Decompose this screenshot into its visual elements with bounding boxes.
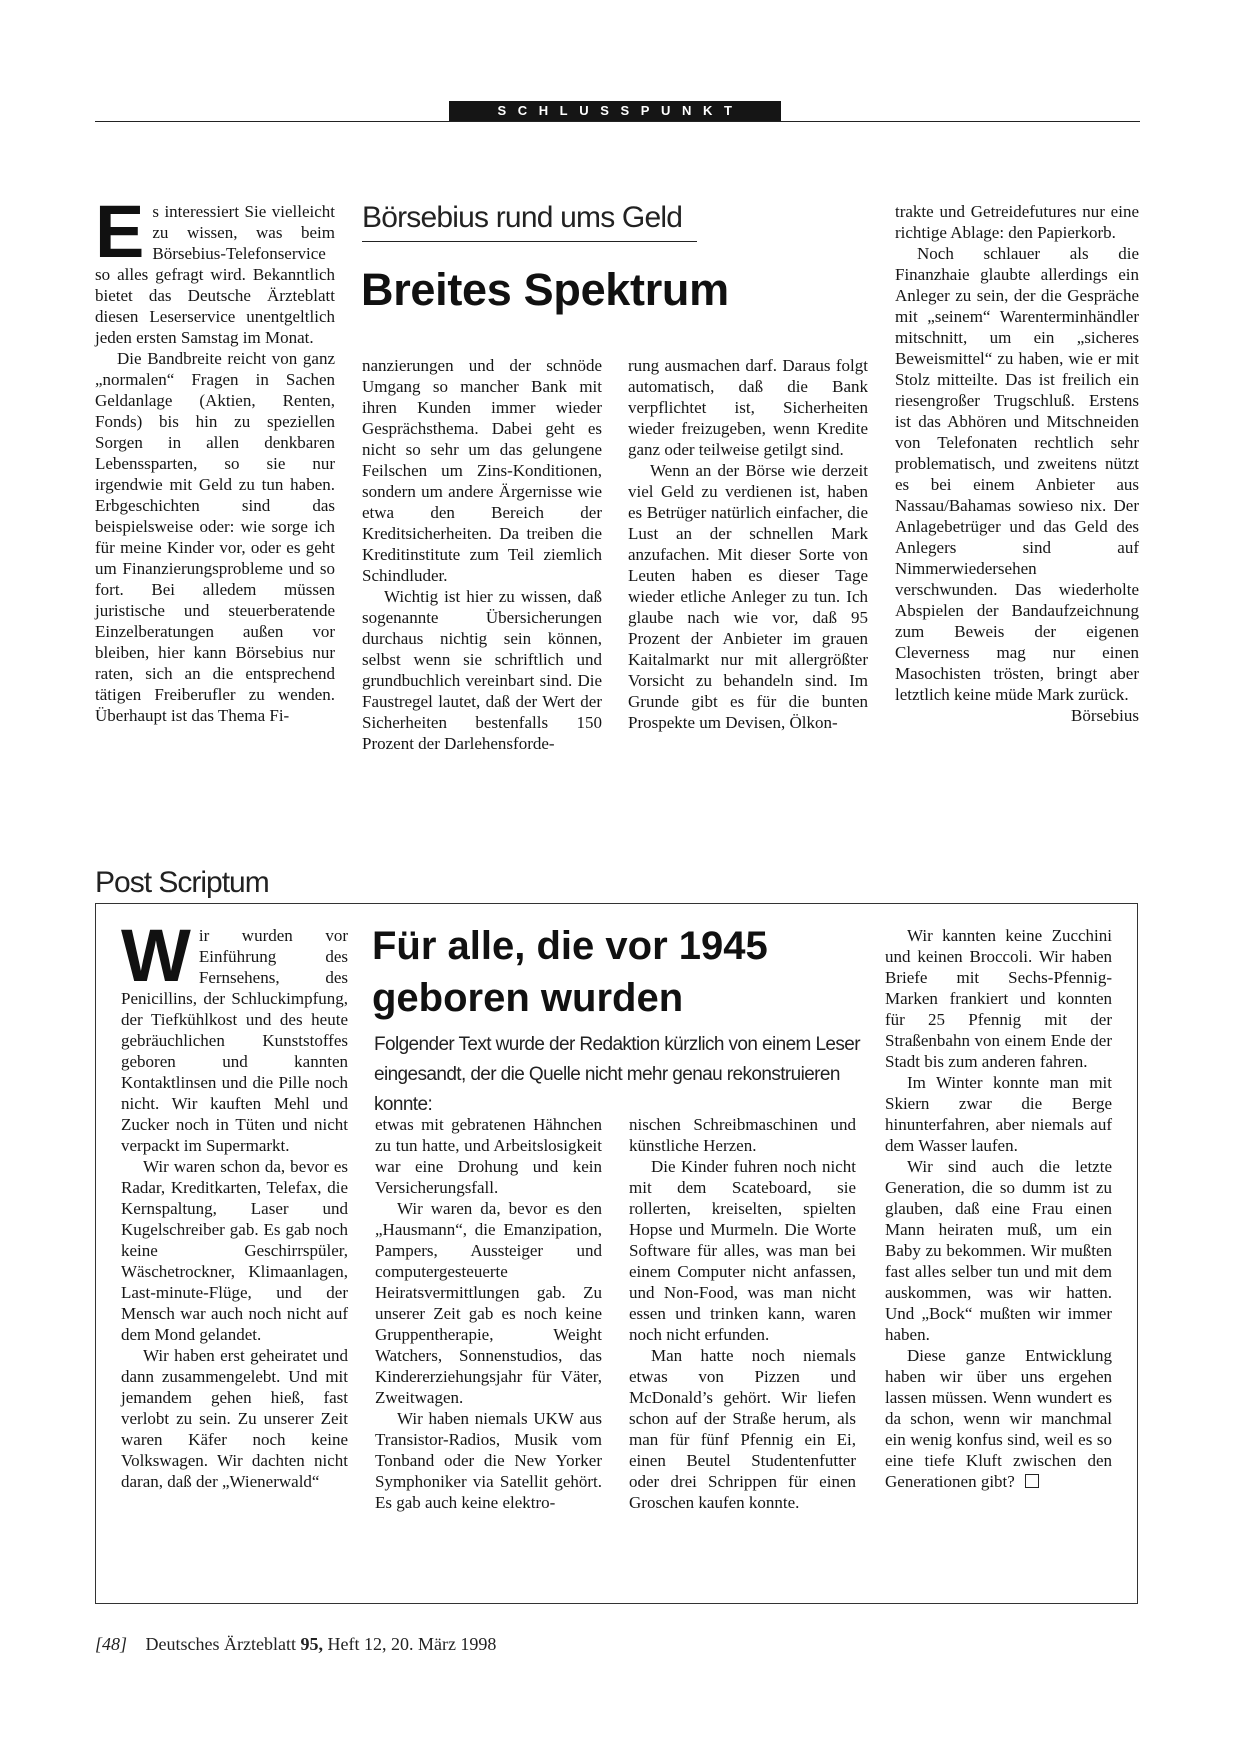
paragraph: etwas mit gebratenen Hähnchen zu tun hatte, und Arbeitslosigkeit war eine Drohung und kein Versicherungsfall. (375, 1115, 602, 1197)
section-label: SCHLUSSPUNKT (449, 101, 781, 121)
paragraph: Man hatte noch niemals etwas von Pizzen und McDonald’s gehört. Wir liefen schon auf der Straße herum, als man für fünf Pfennig ein Ei, einen Beutel Studentenfutter oder drei Schrippen für einen Groschen kaufen konnte. (629, 1346, 856, 1512)
drop-cap: E (95, 190, 145, 273)
paragraph: rung ausmachen darf. Daraus folgt automatisch, daß die Bank verpflichtet ist, Sicherheiten wieder freizugeben, wenn Kredite ganz oder teilweise getilgt sind. (628, 356, 868, 459)
page-number: [48] (95, 1634, 128, 1654)
paragraph: Wir haben niemals UKW aus Transistor-Radios, Musik vom Tonband oder die New Yorker Symphoniker via Satellit gehört. Es gab auch keine elektro- (375, 1409, 602, 1512)
article2-column-1 (121, 914, 348, 1492)
paragraph: Die Kinder fuhren noch nicht mit dem Scateboard, sie rollerten, kreiselten, spielten Hopse und Murmeln. Die Worte Software für alles, was man bei einem Computer nicht anfassen, und Non-Food, was man nicht essen und trinken kann, waren noch nicht erfunden. (629, 1157, 856, 1344)
article-title: Breites Spektrum (361, 264, 729, 315)
paragraph: Die Bandbreite reicht von ganz „normalen“ Fragen in Sachen Geldanlage (Aktien, Renten, Fonds) bis hin zu speziellen Sorgen in allen denkbaren Lebenssparten, so sie nur irgendwie mit Geld zu tun haben. Erbgeschichten sind das beispielsweise oder: wie sorge ich für meine Kinder vor, oder es geht um Finanzierungsprobleme und so fort. Bei alledem müssen juristische und steuerberatende Einzelberatungen außen vor bleiben, hier kann Börsebius nur raten, sich an die entsprechend tätigen Freiberufler zu wenden. Überhaupt ist das Thema Fi- (95, 349, 335, 725)
paragraph: Wenn an der Börse wie derzeit viel Geld zu verdienen ist, haben es Betrüger natürlich einfacher, die Lust an der schnellen Mark anzufachen. Mit dieser Sorte von Leuten haben es dieser Tage wieder etliche Anleger zu tun. Ich glaube nach wie vor, daß 95 Prozent der Anbieter im grauen Kaitalmarkt nur mit allergrößter Vorsicht zu behandeln sind. Im Grunde gibt es für die bunten Prospekte um Devisen, Ölkon- (628, 461, 868, 732)
author-signature: Börsebius (1071, 706, 1139, 725)
page-footer (95, 1634, 496, 1655)
paragraph: Es interessiert Sie vielleicht zu wissen, was beim Börsebius-Telefonservice so alles gefragt wird. Bekanntlich bietet das Deutsche Ärzteblatt diesen Leserservice unentgeltlich jeden ersten Samstag im Monat. (95, 190, 335, 347)
journal-volume: 95, (300, 1634, 323, 1654)
paragraph: Wir waren schon da, bevor es Radar, Kreditkarten, Telefax, die Kernspaltung, Laser und Kugelschreiber gab. Es gab noch keine Geschirrspüler, Wäschetrockner, Klimaanlagen, Last-minute-Flüge, und der Mensch war auch noch nicht auf dem Mond gelandet. (121, 1157, 348, 1344)
paragraph: nischen Schreibmaschinen und künstliche Herzen. (629, 1115, 856, 1155)
paragraph: Wir waren da, bevor es den „Hausmann“, die Emanzipation, Pampers, Aussteiger und computergesteuerte Heiratsvermittlungen gab. Zu unserer Zeit gab es noch keine Gruppentherapie, Weight Watchers, Sonnenstudios, das Kindererziehungsjahr für Väter, Zweitwagen. (375, 1199, 602, 1407)
paragraph: Wir haben erst geheiratet und dann zusammengelebt. Und mit jemandem gehen hieß, fast verlobt zu sein. Zu unserer Zeit waren Käfer noch keine Volkswagen. Wir dachten nicht daran, daß der „Wienerwald“ (121, 1346, 348, 1491)
paragraph: Diese ganze Entwicklung haben wir über uns ergehen lassen müssen. Wenn wundert es da schon, wenn wir manchmal ein wenig konfus sind, weil es so eine tiefe Kluft zwischen den Generationen gibt? (885, 1346, 1112, 1491)
paragraph: nanzierungen und der schnöde Umgang so mancher Bank mit ihren Kunden immer wieder Gesprächsthema. Dabei geht es nicht so sehr um das gelungene Feilschen um Zins-Konditionen, sondern um andere Ärgernisse wie etwa den Bereich der Kreditsicherheiten. Da treiben die Kreditinstitute zum Teil ziemlich Schindluder. (362, 356, 602, 585)
article1-column-4 (895, 201, 1139, 726)
paragraph: Noch schlauer als die Finanzhaie glaubte allerdings ein Anleger zu sein, der die Gespräche mit „seinem“ Warenterminhändler mitschnitt, um ein „sicheres Beweismittel“ zu haben, wie er mit Stolz mitteilte. Das ist freilich ein riesengroßer Trugschluß. Erstens ist das Abhören und Mitschneiden von Telefonaten rechtlich sehr problematisch, und zweitens nützt es bei einem Anbieter aus Nassau/Bahamas sowieso nix. Der Anlagebetrüger und das Geld des Anlegers sind auf Nimmerwiedersehen verschwunden. Das wiederholte Abspielen der Bandaufzeichnung zum Beweis der eigenen Cleverness mag nur einen Masochisten trösten, bringt aber letztlich keine müde Mark zurück. Börsebius (895, 244, 1139, 725)
article1-column-3 (628, 355, 868, 733)
header-rule (95, 121, 1140, 122)
article-title: Für alle, die vor 1945 geboren wurden (372, 924, 768, 1020)
article-deck: Folgender Text wurde der Redaktion kürzlich von einem Leser eingesandt, der die Quelle nicht mehr genau rekonstruieren konnte: (374, 1034, 860, 1115)
article1-column-1 (95, 190, 335, 726)
article2-column-3 (629, 1114, 856, 1513)
paragraph: Wir kannten keine Zucchini und keinen Broccoli. Wir haben Briefe mit Sechs-Pfennig-Marken frankiert und konnten für 25 Pfennig mit der Straßenbahn von einem Ende der Stadt bis zum anderen fahren. (885, 926, 1112, 1071)
kicker-underline (362, 241, 697, 242)
article1-column-2 (362, 355, 602, 754)
section-kicker: Post Scriptum (95, 866, 269, 899)
paragraph: trakte und Getreidefutures nur eine richtige Ablage: den Papierkorb. (895, 202, 1139, 242)
issue-info: Heft 12, 20. März 1998 (327, 1634, 497, 1654)
journal-name: Deutsches Ärzteblatt (145, 1634, 296, 1654)
paragraph: Wichtig ist hier zu wissen, daß sogenannte Übersicherungen durchaus nichtig sein können, selbst wenn sie schriftlich und grundbuchlich vereinbart sind. Die Faustregel lautet, daß der Wert der Sicherheiten bestenfalls 150 Prozent der Darlehensforde- (362, 587, 602, 753)
article2-column-4 (885, 925, 1112, 1492)
column-kicker: Börsebius rund ums Geld (362, 201, 683, 234)
end-mark-icon (1025, 1474, 1039, 1488)
paragraph: Im Winter konnte man mit Skiern zwar die Berge hinunterfahren, aber niemals auf dem Wasser laufen. (885, 1073, 1112, 1155)
drop-cap: W (121, 914, 191, 997)
paragraph: Wir sind auch die letzte Generation, die so dumm ist zu glauben, daß eine Frau einen Mann heiraten muß, um ein Baby zu bekommen. Wir mußten fast alles selber tun und mit dem auskommen, was wir hatten. Und „Bock“ mußten wir immer haben. (885, 1157, 1112, 1344)
article2-column-2 (375, 1114, 602, 1513)
paragraph: Wir wurden vor Einführung des Fernsehens, des Penicillins, der Schluckimpfung, der Tiefkühlkost und des heute gebräuchlichen Kunststoffes geboren und kannten Kontaktlinsen und die Pille noch nicht. Wir kauften Mehl und Zucker noch in Tüten und nicht verpackt im Supermarkt. (121, 914, 348, 1155)
